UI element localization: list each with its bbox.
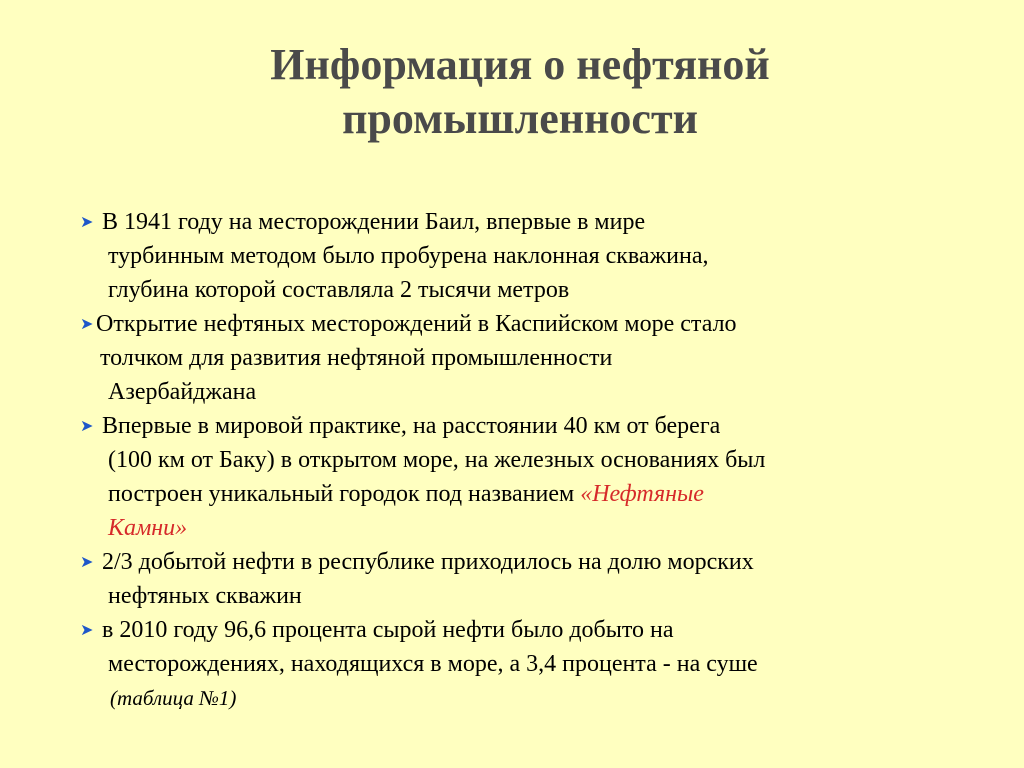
title-line-1: Информация о нефтяной [270,40,770,89]
bullet-2-line-1: Открытие нефтяных месторождений в Каспийском море стало [96,311,737,337]
bullet-3-line-3: построен уникальный городок под названием [108,481,581,507]
arrow-bullet-icon: ➤ [80,620,94,639]
bullet-3-line-2: (100 км от Баку) в открытом море, на железных основаниях был [108,447,766,473]
bullet-4-line-2: нефтяных скважин [108,583,302,609]
bullet-5-line-2: месторождениях, находящихся в море, а 3,4 процента - на суше [108,651,758,677]
bullet-1-line-1: В 1941 году на месторождении Баил, впервые в мире [102,209,646,235]
bullet-3-line-1: Впервые в мировой практике, на расстоянии 40 км от берега [102,413,721,439]
bullet-item-4 [80,545,900,613]
arrow-bullet-icon: ➤ [80,416,94,435]
bullet-item-3 [80,409,900,545]
bullet-list [80,205,900,715]
title-line-2: промышленности [342,94,698,143]
bullet-item-1 [80,205,900,307]
bullet-item-2 [80,307,900,409]
bullet-5-line-1: в 2010 году 96,6 процента сырой нефти было добыто на [102,617,674,643]
arrow-bullet-icon: ➤ [80,212,94,231]
bullet-item-5 [80,613,900,715]
bullet-1-line-3: глубина которой составляла 2 тысячи метров [108,277,570,303]
table-note: (таблица №1) [110,686,237,710]
bullet-1-line-2: турбинным методом было пробурена наклонная скважина, [108,243,709,269]
arrow-bullet-icon: ➤ [80,314,94,333]
bullet-2-line-2: толчком для развития нефтяной промышленности [100,345,613,371]
slide-title [120,38,920,146]
arrow-bullet-icon: ➤ [80,552,94,571]
highlight-neftyanye: «Нефтяные [580,481,704,507]
bullet-2-line-3: Азербайджана [108,379,257,405]
bullet-4-line-1: 2/3 добытой нефти в республике приходилось на долю морских [102,549,754,575]
highlight-kamni: Камни» [108,515,188,541]
